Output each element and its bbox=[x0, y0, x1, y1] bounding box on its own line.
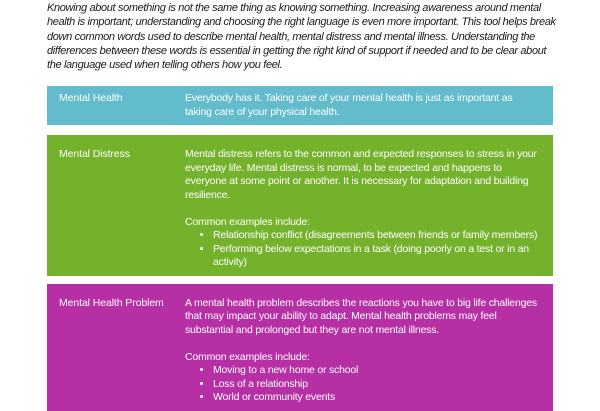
list-item: • Moving to a new home or school bbox=[213, 364, 539, 378]
mental-health-problem-examples-list bbox=[185, 364, 539, 405]
row-content-mental-distress bbox=[185, 135, 553, 276]
row-label-mental-health: Mental Health bbox=[59, 92, 123, 105]
table-row-mental-health bbox=[47, 86, 553, 125]
list-item: • Performing below expectations in a task (doing poorly on a test or in an activity) bbox=[213, 243, 539, 270]
document-page bbox=[0, 1, 600, 404]
row-content-mental-health bbox=[185, 86, 553, 125]
row-label-mental-health-problem: Mental Health Problem bbox=[59, 296, 164, 309]
row-content-mental-health-problem bbox=[185, 284, 553, 411]
list-item: • Relationship conflict (disagreements between friends or family members) bbox=[213, 229, 539, 243]
table-row-mental-health-problem bbox=[47, 284, 553, 411]
row-label-mental-distress: Mental Distress bbox=[59, 148, 130, 161]
mental-health-problem-examples-heading: Common examples include: bbox=[185, 350, 310, 363]
table-row-mental-distress bbox=[47, 135, 553, 276]
intro-paragraph: Knowing about something is not the same thing as knowing something. Increasing awareness around mental health is important; understanding and choosing the right language is even more important. This tool helps break down common words used to describe mental health, mental distress and mental illness. Understanding the differences between these words is essential in getting the right kind of support if needed and to be clear about the language used when telling others how you feel. bbox=[47, 2, 556, 72]
list-item: • World or community events bbox=[213, 391, 539, 405]
definitions-table bbox=[47, 86, 553, 411]
mental-health-description: Everybody has it. Taking care of your mental health is just as important as taking care of your physical health. bbox=[185, 92, 513, 118]
mental-health-problem-description: A mental health problem describes the reactions you have to big life challenges that may impact your ability to adapt. Mental health problems may feel substantial and prolonged but they are not mental illness. bbox=[185, 296, 537, 336]
list-item: • Loss of a relationship bbox=[213, 378, 539, 392]
mental-distress-examples-list bbox=[185, 229, 539, 270]
mental-distress-examples-heading: Common examples include: bbox=[185, 215, 310, 228]
mental-distress-description: Mental distress refers to the common and expected responses to stress in your everyday life. Mental distress is normal, to be expected and happens to everyone at some point or another. It is necessary for adaptation and building resilience. bbox=[185, 148, 537, 201]
